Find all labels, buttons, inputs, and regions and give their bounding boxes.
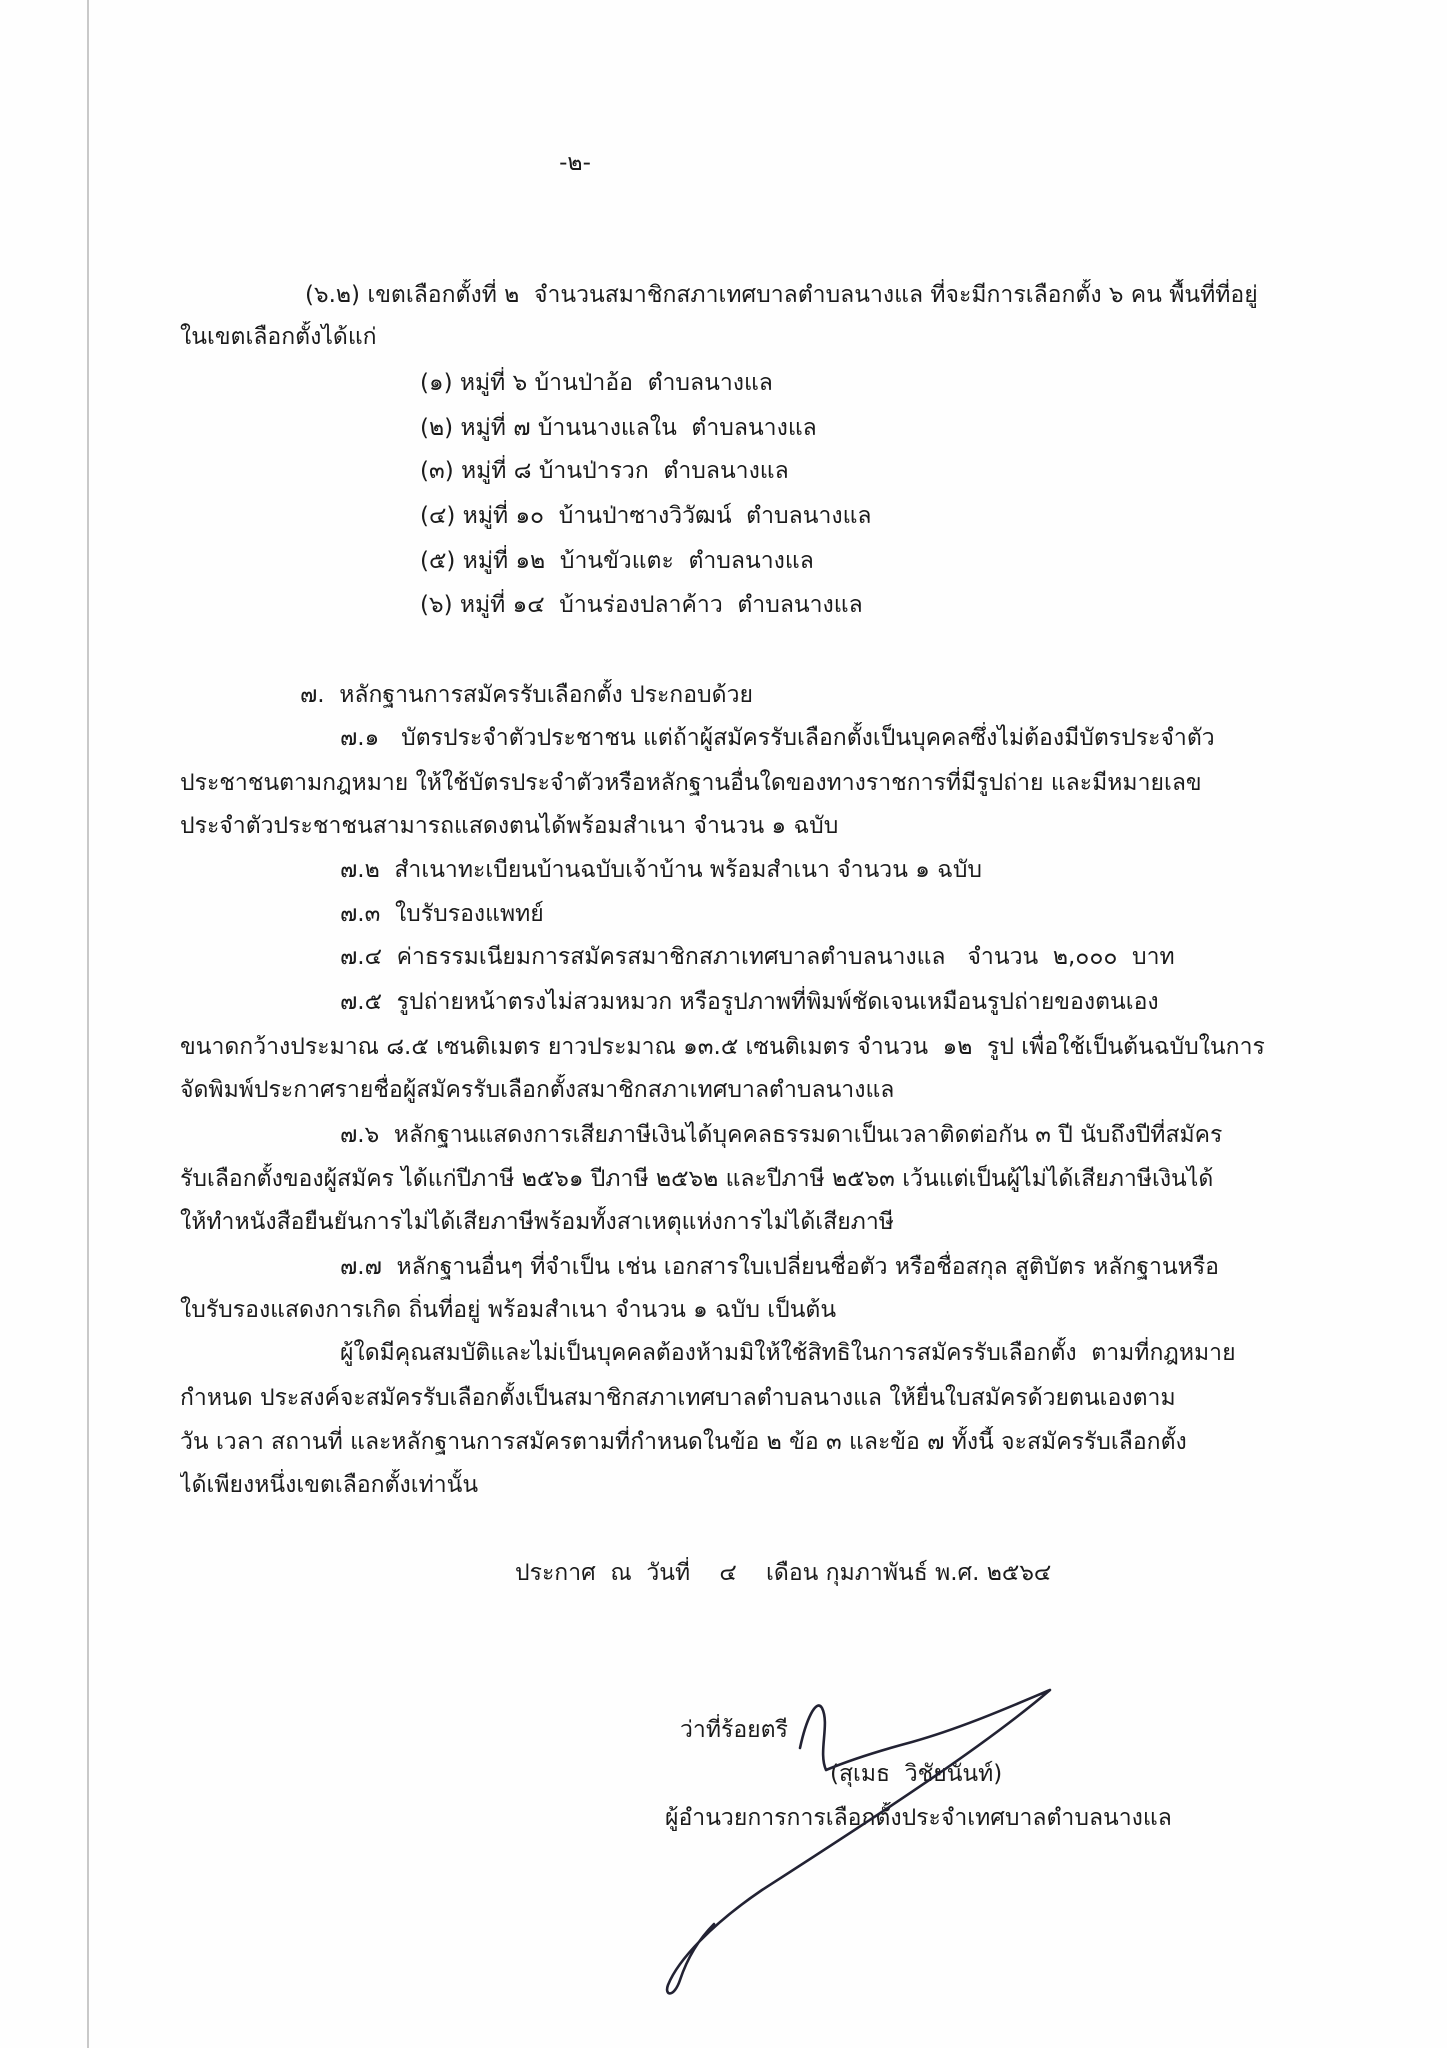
item-7-7-line-1: ๗.๗ หลักฐานอื่นๆ ที่จำเป็น เช่น เอกสารใบเปลี่ยนชื่อตัว หรือชื่อสกุล สูติบัตร หลักฐานหรือ: [340, 1254, 1219, 1280]
item-7-1-line-1: ๗.๑ บัตรประจำตัวประชาชน แต่ถ้าผู้สมัครรับเลือกตั้งเป็นบุคคลซึ่งไม่ต้องมีบัตรประจำตัว: [340, 725, 1215, 751]
closing-paragraph-line-3: วัน เวลา สถานที่ และหลักฐานการสมัครตามที่กำหนดในข้อ ๒ ข้อ ๓ และข้อ ๗ ทั้งนี้ จะสมัครรับเลือกตั้ง: [180, 1429, 1187, 1455]
village-list-item: (๒) หมู่ที่ ๗ บ้านนางแลใน ตำบลนางแล: [420, 415, 817, 441]
village-list-item: (๕) หมู่ที่ ๑๒ บ้านขัวแตะ ตำบลนางแล: [420, 548, 814, 574]
village-list-item: (๑) หมู่ที่ ๖ บ้านป่าอ้อ ตำบลนางแล: [420, 370, 773, 396]
paragraph-6-2-line-2: ในเขตเลือกตั้งได้แก่: [180, 324, 377, 350]
signer-position: ผู้อำนวยการการเลือกตั้งประจำเทศบาลตำบลนางแล: [665, 1805, 1172, 1831]
item-7-6-line-2: รับเลือกตั้งของผู้สมัคร ได้แก่ปีภาษี ๒๕๖๑ ปีภาษี ๒๕๖๒ และปีภาษี ๒๕๖๓ เว้นแต่เป็นผู้ไม่ได้เสียภาษีเงินได้: [180, 1166, 1214, 1192]
closing-paragraph-line-4: ได้เพียงหนึ่งเขตเลือกตั้งเท่านั้น: [180, 1472, 479, 1498]
page-number: -๒-: [559, 150, 591, 176]
village-list-item: (๖) หมู่ที่ ๑๔ บ้านร่องปลาค้าว ตำบลนางแล: [420, 592, 863, 618]
announcement-date: ประกาศ ณ วันที่ ๔ เดือน กุมภาพันธ์ พ.ศ. ๒๕๖๔: [515, 1560, 1052, 1586]
village-list-item: (๓) หมู่ที่ ๘ บ้านป่ารวก ตำบลนางแล: [420, 458, 789, 484]
item-7-5-line-3: จัดพิมพ์ประกาศรายชื่อผู้สมัครรับเลือกตั้งสมาชิกสภาเทศบาลตำบลนางแล: [180, 1077, 895, 1103]
item-7-2: ๗.๒ สำเนาทะเบียนบ้านฉบับเจ้าบ้าน พร้อมสำเนา จำนวน ๑ ฉบับ: [340, 857, 983, 883]
section-7-heading: ๗. หลักฐานการสมัครรับเลือกตั้ง ประกอบด้วย: [300, 682, 753, 708]
item-7-4: ๗.๔ ค่าธรรมเนียมการสมัครสมาชิกสภาเทศบาลตำบลนางแล จำนวน ๒,๐๐๐ บาท: [340, 944, 1175, 970]
item-7-7-line-2: ใบรับรองแสดงการเกิด ถิ่นที่อยู่ พร้อมสำเนา จำนวน ๑ ฉบับ เป็นต้น: [180, 1297, 837, 1323]
scan-edge-line: [87, 0, 89, 2048]
handwritten-signature: [650, 1680, 1070, 2000]
village-list-item: (๔) หมู่ที่ ๑๐ บ้านป่าซางวิวัฒน์ ตำบลนางแล: [420, 503, 872, 529]
paragraph-6-2-line-1: (๖.๒) เขตเลือกตั้งที่ ๒ จำนวนสมาชิกสภาเทศบาลตำบลนางแล ที่จะมีการเลือกตั้ง ๖ คน พื้นที่ที่อยู่: [305, 282, 1258, 308]
item-7-5-line-1: ๗.๕ รูปถ่ายหน้าตรงไม่สวมหมวก หรือรูปภาพที่พิมพ์ชัดเจนเหมือนรูปถ่ายของตนเอง: [340, 989, 1159, 1015]
closing-paragraph-line-1: ผู้ใดมีคุณสมบัติและไม่เป็นบุคคลต้องห้ามมิให้ใช้สิทธิในการสมัครรับเลือกตั้ง ตามที่กฎหมาย: [340, 1340, 1236, 1366]
item-7-1-line-2: ประชาชนตามกฎหมาย ให้ใช้บัตรประจำตัวหรือหลักฐานอื่นใดของทางราชการที่มีรูปถ่าย และมีหมายเลข: [180, 770, 1202, 796]
closing-paragraph-line-2: กำหนด ประสงค์จะสมัครรับเลือกตั้งเป็นสมาชิกสภาเทศบาลตำบลนางแล ให้ยื่นใบสมัครด้วยตนเองตาม: [180, 1385, 1176, 1411]
item-7-1-line-3: ประจำตัวประชาชนสามารถแสดงตนได้พร้อมสำเนา จำนวน ๑ ฉบับ: [180, 813, 839, 839]
signer-name: (สุเมธ วิชัยนันท์): [830, 1761, 1003, 1787]
item-7-5-line-2: ขนาดกว้างประมาณ ๘.๕ เซนติเมตร ยาวประมาณ ๑๓.๕ เซนติเมตร จำนวน ๑๒ รูป เพื่อใช้เป็นต้นฉบับในการ: [180, 1034, 1265, 1060]
item-7-3: ๗.๓ ใบรับรองแพทย์: [340, 901, 544, 927]
signer-rank: ว่าที่ร้อยตรี: [680, 1717, 788, 1743]
item-7-6-line-3: ให้ทำหนังสือยืนยันการไม่ได้เสียภาษีพร้อมทั้งสาเหตุแห่งการไม่ได้เสียภาษี: [180, 1209, 894, 1235]
item-7-6-line-1: ๗.๖ หลักฐานแสดงการเสียภาษีเงินได้บุคคลธรรมดาเป็นเวลาติดต่อกัน ๓ ปี นับถึงปีที่สมัคร: [340, 1122, 1223, 1148]
